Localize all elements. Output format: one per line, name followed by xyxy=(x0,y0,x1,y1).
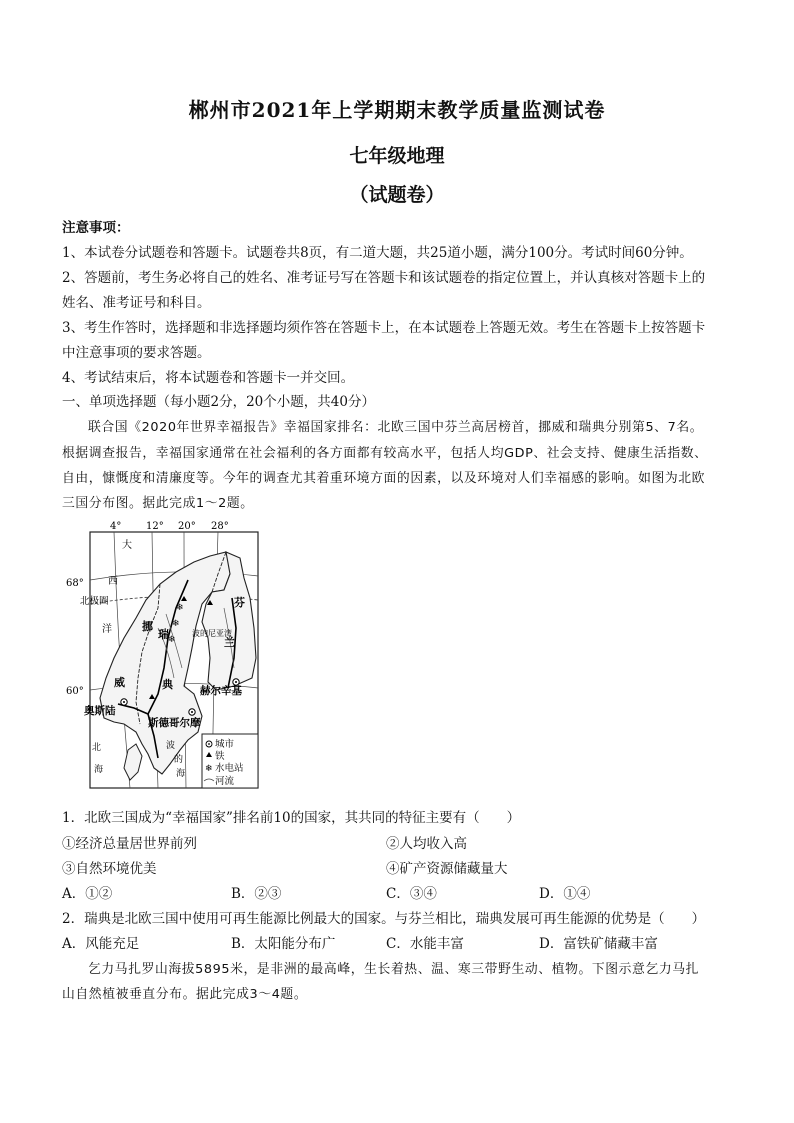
exam-title: 郴州市2021年上学期期末教学质量监测试卷 xyxy=(188,98,606,122)
notes-heading: 注意事项： xyxy=(62,220,130,236)
question-1-stem: 1．北欧三国成为“幸福国家”排名前10的国家，其共同的特征主要有（ ） xyxy=(62,810,521,826)
q2-option-a: A．风能充足 xyxy=(62,936,140,952)
section-heading: 一、单项选择题（每小题2分，20个小题，共40分） xyxy=(62,394,375,410)
q1-option-b: B．②③ xyxy=(231,886,282,902)
svg-text:❄: ❄ xyxy=(172,619,180,629)
q2-option-d: D．富铁矿储藏丰富 xyxy=(539,936,658,952)
note-line: 中注意事项的要求答题。 xyxy=(62,345,211,361)
lon-label: 4° xyxy=(110,521,122,532)
q1-statement: ③自然环境优美 xyxy=(62,861,157,877)
gulf-label: 波的尼亚湾 xyxy=(192,629,232,638)
legend-label: 水电站 xyxy=(215,763,244,774)
sea-label: 的 xyxy=(174,755,184,765)
country-label: 兰 xyxy=(224,636,235,649)
city-label: 斯德哥尔摩 xyxy=(148,717,201,729)
lat-label: 68° xyxy=(66,578,84,589)
q1-statement: ①经济总量居世界前列 xyxy=(62,836,197,852)
note-line: 1、本试卷分试题卷和答题卡。试题卷共8页，有二道大题，共25道小题，满分100分。考试时间60分钟。 xyxy=(62,245,693,261)
sea-label: 北 xyxy=(92,743,102,753)
country-label: 瑞 xyxy=(158,628,169,641)
country-label: 典 xyxy=(162,678,173,691)
legend-label: 河流 xyxy=(215,776,235,787)
exam-subtitle: 七年级地理 xyxy=(349,145,445,167)
country-label: 芬 xyxy=(234,596,245,609)
note-line: 4、考试结束后，将本试题卷和答题卡一并交回。 xyxy=(62,370,355,386)
volume-label: （试题卷） xyxy=(349,184,445,206)
sea-label: 波 xyxy=(166,741,176,751)
svg-text:❄: ❄ xyxy=(176,603,184,613)
country-label: 挪 xyxy=(142,620,153,633)
q1-statement: ②人均收入高 xyxy=(386,836,467,852)
lon-label: 20° xyxy=(178,521,196,532)
q2-option-c: C．水能丰富 xyxy=(386,936,464,952)
sea-label: 洋 xyxy=(102,624,112,635)
passage-line: 自由，慷慨度和清廉度等。今年的调查尤其着重环境方面的因素，以及环境对人们幸福感的影响。如图为北欧 xyxy=(62,471,706,486)
lon-label: 12° xyxy=(146,521,164,532)
svg-text:❄: ❄ xyxy=(205,764,213,774)
nordic-map xyxy=(66,518,264,798)
passage-line: 根据调查报告，幸福国家通常在社会福利的各方面都有较高水平，包括人均GDP、社会支持、健康生活指数、 xyxy=(62,446,708,461)
sea-label: 西 xyxy=(108,576,118,587)
svg-text:❄: ❄ xyxy=(168,635,176,645)
q1-option-a: A．①② xyxy=(62,886,113,902)
city-label: 奥斯陆 xyxy=(84,705,116,717)
sea-label: 海 xyxy=(176,769,186,779)
q2-option-b: B．太阳能分布广 xyxy=(231,936,336,952)
q1-statement: ④矿产资源储藏量大 xyxy=(386,861,508,877)
lat-label: 60° xyxy=(66,686,84,697)
sea-label: 海 xyxy=(94,765,104,775)
lon-label: 28° xyxy=(211,521,229,532)
q1-option-c: C．③④ xyxy=(386,886,437,902)
passage-line: 联合国《2020年世界幸福报告》幸福国家排名：北欧三国中芬兰高居榜首，挪威和瑞典分别第5、7名。 xyxy=(88,420,704,435)
q1-option-d: D．①④ xyxy=(539,886,591,902)
note-line: 姓名、准考证号和科目。 xyxy=(62,295,211,311)
country-label: 威 xyxy=(114,676,125,689)
note-line: 2、答题前，考生务必将自己的姓名、准考证号写在答题卡和该试题卷的指定位置上，并认真核对答题卡上的 xyxy=(62,270,706,286)
passage-line: 山自然植被垂直分布。据此完成3～4题。 xyxy=(62,987,308,1002)
legend-label: 铁 xyxy=(215,751,225,762)
sea-label: 大 xyxy=(122,540,132,551)
question-2-stem: 2．瑞典是北欧三国中使用可再生能源比例最大的国家。与芬兰相比，瑞典发展可再生能源的优势是（ ） xyxy=(62,911,706,927)
arctic-circle-label: 北极圈 xyxy=(80,596,109,607)
city-label: 赫尔辛基 xyxy=(200,685,242,697)
legend-label: 城市 xyxy=(215,739,235,750)
note-line: 3、考生作答时，选择题和非选择题均须作答在答题卡上，在本试题卷上答题无效。考生在答题卡上按答题卡 xyxy=(62,320,706,336)
passage-line: 三国分布图。据此完成1～2题。 xyxy=(62,496,254,511)
passage-line: 乞力马扎罗山海拔5895米，是非洲的最高峰，生长着热、温、寒三带野生动、植物。下图示意乞力马扎 xyxy=(88,962,700,977)
